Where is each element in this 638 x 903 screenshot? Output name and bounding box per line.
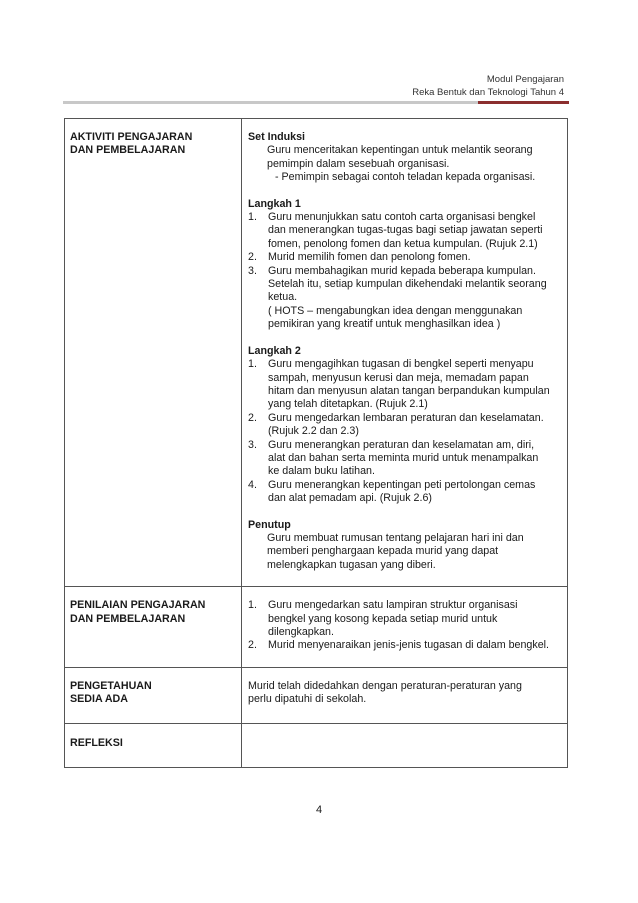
label-pengetahuan-line2: SEDIA ADA	[70, 693, 128, 706]
langkah2-list	[248, 358, 559, 505]
row-penilaian	[65, 587, 568, 668]
list-item-number: 2.	[248, 639, 257, 652]
list-item-line: fomen, penolong fomen dan ketua kumpulan. (Rujuk 2.1)	[268, 237, 538, 250]
penutup-title: Penutup	[248, 518, 291, 531]
label-refleksi-text: REFLEKSI	[70, 737, 123, 750]
content-aktiviti	[242, 119, 568, 587]
list-item-line: Setelah itu, setiap kumpulan dikehendaki melantik seorang	[268, 278, 547, 291]
list-item-line: alat dan bahan serta meminta murid untuk menampalkan	[268, 451, 539, 464]
header-rule	[63, 101, 569, 104]
list-item-number: 2.	[248, 251, 257, 264]
list-item-line: ( HOTS – mengabungkan idea dengan menggunakan	[268, 304, 523, 317]
list-item-line: Guru menunjukkan satu contoh carta organisasi bengkel	[268, 211, 536, 224]
pengetahuan-line2: perlu dipatuhi di sekolah.	[248, 693, 367, 706]
list-item-line: (Rujuk 2.2 dan 2.3)	[268, 425, 359, 438]
list-item-line: Guru mengedarkan satu lampiran struktur organisasi	[268, 599, 518, 612]
label-refleksi	[65, 723, 242, 767]
list-item-line: Guru menerangkan kepentingan peti pertolongan cemas	[268, 478, 536, 491]
list-item	[248, 639, 559, 652]
list-item-line: Guru menerangkan peraturan dan keselamatan am, diri,	[268, 438, 535, 451]
header-rule-gray	[63, 101, 478, 104]
label-penilaian-line1: PENILAIAN PENGAJARAN	[70, 599, 206, 612]
label-aktiviti	[65, 119, 242, 587]
label-aktiviti-line1: AKTIVITI PENGAJARAN	[70, 131, 193, 143]
langkah1-title: Langkah 1	[248, 197, 301, 210]
label-pengetahuan	[65, 667, 242, 723]
pengetahuan-line1: Murid telah didedahkan dengan peraturan-peraturan yang	[248, 679, 522, 692]
list-item	[248, 358, 559, 412]
list-item	[248, 211, 559, 251]
label-penilaian	[65, 587, 242, 668]
list-item-number: 3.	[248, 438, 257, 451]
set-induksi-bullet: - Pemimpin sebagai contoh teladan kepada organisasi.	[275, 171, 536, 184]
header-rule-red	[478, 101, 569, 104]
list-item	[248, 439, 559, 479]
list-item-number: 1.	[248, 599, 257, 612]
list-item-line: hitam dan menyusun alatan tangan berpandukan kumpulan	[268, 384, 550, 397]
list-item-line: sampah, menyusun kerusi dan meja, memadam papan	[268, 371, 529, 384]
list-item	[248, 412, 559, 439]
langkah1-list	[248, 211, 559, 332]
list-item-line: Murid menyenaraikan jenis-jenis tugasan di dalam bengkel.	[268, 639, 550, 652]
content-penilaian	[242, 587, 568, 668]
page-header	[412, 73, 564, 99]
list-item-number: 1.	[248, 358, 257, 371]
list-item-number: 4.	[248, 478, 257, 491]
content-pengetahuan	[242, 667, 568, 723]
list-item	[248, 251, 559, 264]
penutup-line3: melengkapkan tugasan yang diberi.	[267, 558, 436, 571]
list-item	[248, 265, 559, 332]
list-item-line: Guru mengedarkan lembaran peraturan dan keselamatan.	[268, 411, 544, 424]
list-item-line: ke dalam buku latihan.	[268, 465, 375, 478]
penutup-line1: Guru membuat rumusan tentang pelajaran hari ini dan	[267, 531, 524, 544]
penilaian-list	[248, 599, 559, 653]
list-item-line: dilengkapkan.	[268, 626, 334, 638]
label-aktiviti-line2: DAN PEMBELAJARAN	[70, 144, 186, 157]
list-item-line: dan alat pemadam api. (Rujuk 2.6)	[268, 492, 432, 505]
list-item-line: Murid memilih fomen dan penolong fomen.	[268, 251, 471, 264]
lesson-table	[64, 118, 568, 768]
content-refleksi	[242, 723, 568, 767]
label-penilaian-line2: DAN PEMBELAJARAN	[70, 612, 186, 625]
list-item-number: 2.	[248, 411, 257, 424]
header-module-title: Modul Pengajaran	[486, 74, 564, 85]
list-item-line: yang telah ditetapkan. (Rujuk 2.1)	[268, 398, 428, 411]
set-induksi-title: Set Induksi	[248, 131, 306, 143]
set-induksi-line2: pemimpin dalam sesebuah organisasi.	[267, 157, 450, 170]
page-number: 4	[315, 804, 323, 816]
label-pengetahuan-line1: PENGETAHUAN	[70, 679, 152, 692]
header-subject-title: Reka Bentuk dan Teknologi Tahun 4	[412, 87, 564, 98]
list-item-line: Guru membahagikan murid kepada beberapa kumpulan.	[268, 264, 536, 277]
list-item	[248, 599, 559, 639]
list-item-line: Guru mengagihkan tugasan di bengkel seperti menyapu	[268, 358, 534, 371]
set-induksi-line1: Guru menceritakan kepentingan untuk melantik seorang	[267, 144, 533, 157]
list-item	[248, 479, 559, 506]
list-item-number: 1.	[248, 211, 257, 224]
row-pengetahuan	[65, 667, 568, 723]
langkah2-title: Langkah 2	[248, 344, 301, 357]
row-refleksi	[65, 723, 568, 767]
list-item-line: pemikiran yang kreatif untuk menghasilkan idea )	[268, 318, 501, 331]
list-item-line: ketua.	[268, 291, 298, 304]
row-aktiviti	[65, 119, 568, 587]
list-item-line: bengkel yang kosong kepada setiap murid untuk	[268, 612, 498, 625]
list-item-number: 3.	[248, 264, 257, 277]
penutup-line2: memberi penghargaan kepada murid yang dapat	[267, 545, 499, 558]
list-item-line: dan menerangkan tugas-tugas bagi setiap jawatan seperti	[268, 224, 543, 237]
